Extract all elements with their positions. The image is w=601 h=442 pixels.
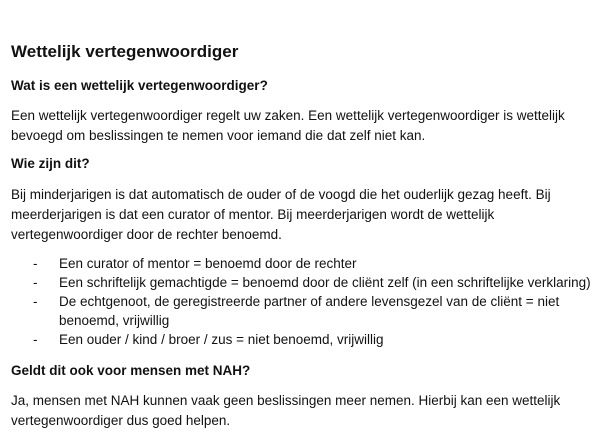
bullet-dash: - xyxy=(33,294,38,309)
paragraph-line: vertegenwoordiger dus goed helpen. xyxy=(11,413,231,428)
bullet-dash: - xyxy=(33,275,38,290)
bullet-dash: - xyxy=(33,256,38,271)
section-heading-what: Wat is een wettelijk vertegenwoordiger? xyxy=(11,78,268,93)
paragraph-line: Een wettelijk vertegenwoordiger regelt uw zaken. Een wettelijk vertegenwoordiger is wettelijk xyxy=(11,108,565,123)
paragraph-line: meerderjarigen is dat een curator of mentor. Bij meerderjarigen wordt de wettelijk xyxy=(11,207,495,222)
list-item-text: benoemd, vrijwillig xyxy=(59,313,170,328)
list-item-text: Een curator of mentor = benoemd door de rechter xyxy=(59,256,357,271)
list-item xyxy=(11,330,591,349)
list-item xyxy=(11,292,591,330)
bullet-dash: - xyxy=(33,332,38,347)
paragraph-line: Bij minderjarigen is dat automatisch de ouder of de voogd die het ouderlijk gezag heeft. Bij xyxy=(11,187,551,202)
list-item xyxy=(11,273,591,292)
section-heading-nah: Geldt dit ook voor mensen met NAH? xyxy=(11,363,251,378)
paragraph-line: bevoegd om beslissingen te nemen voor iemand die dat zelf niet kan. xyxy=(11,128,426,143)
paragraph-line: Ja, mensen met NAH kunnen vaak geen beslissingen meer nemen. Hierbij kan een wettelijk xyxy=(11,393,561,408)
bullet-list xyxy=(11,254,591,349)
paragraph-line: vertegenwoordiger door de rechter benoemd. xyxy=(11,227,282,242)
paragraph-nah xyxy=(11,391,586,431)
list-item xyxy=(11,254,591,273)
paragraph-what xyxy=(11,106,586,146)
list-item-text: De echtgenoot, de geregistreerde partner of andere levensgezel van de cliënt = niet xyxy=(59,294,560,309)
paragraph-who xyxy=(11,185,586,245)
document-title: Wettelijk vertegenwoordiger xyxy=(11,42,239,61)
section-heading-who: Wie zijn dit? xyxy=(11,156,90,171)
list-item-text: Een schriftelijk gemachtigde = benoemd door de cliënt zelf (in een schriftelijke verklaring) xyxy=(59,275,591,290)
list-item-text: Een ouder / kind / broer / zus = niet benoemd, vrijwillig xyxy=(59,332,384,347)
